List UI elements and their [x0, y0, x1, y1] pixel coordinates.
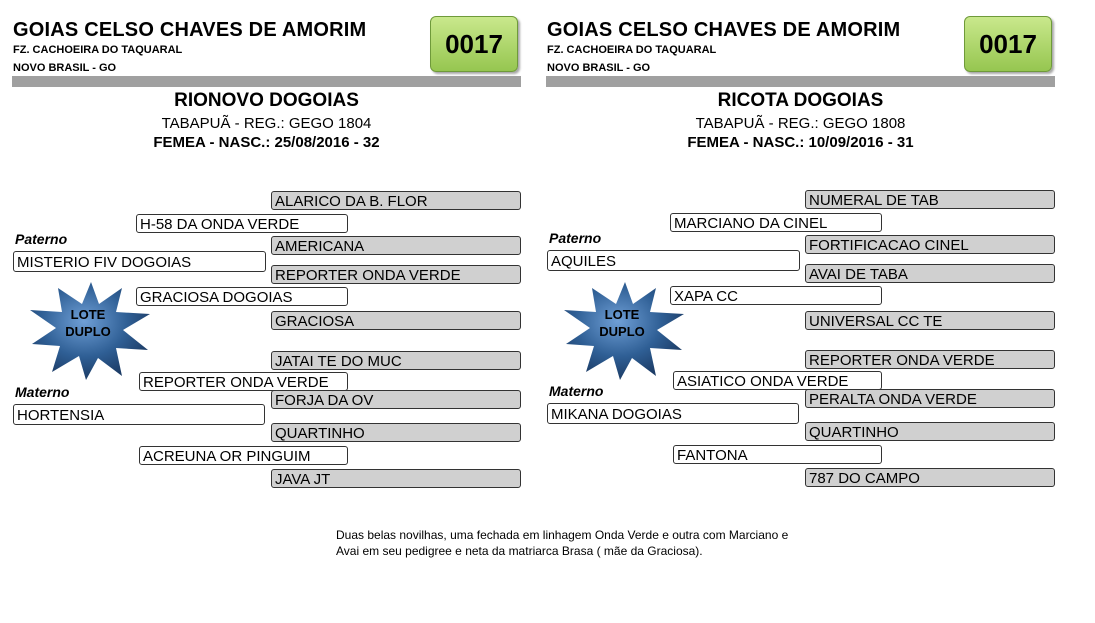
gp-maternal-sire: REPORTER ONDA VERDE — [139, 372, 348, 391]
animal-name: RICOTA DOGOIAS — [717, 90, 884, 111]
ggp-7: QUARTINHO — [805, 422, 1055, 441]
ggp-3: AVAI DE TABA — [805, 264, 1055, 283]
ggp-8: 787 DO CAMPO — [805, 468, 1055, 487]
note-line-1: Duas belas novilhas, uma fechada em linhagem Onda Verde e outra com Marciano e — [336, 528, 789, 542]
description-note — [336, 527, 856, 559]
ggp-4: GRACIOSA — [271, 311, 521, 330]
farm-name: GOIAS CELSO CHAVES DE AMORIM — [547, 19, 901, 41]
paterno-label: Paterno — [15, 231, 68, 247]
ggp-5: REPORTER ONDA VERDE — [805, 350, 1055, 369]
animal-birth: FEMEA - NASC.: 25/08/2016 - 32 — [153, 134, 380, 151]
animal-name: RIONOVO DOGOIAS — [174, 90, 359, 111]
gp-paternal-dam: GRACIOSA DOGOIAS — [136, 287, 348, 306]
animal-card-right — [546, 0, 1056, 500]
gp-paternal-sire: MARCIANO DA CINEL — [670, 213, 882, 232]
dam-box: MIKANA DOGOIAS — [547, 403, 799, 424]
header-divider — [12, 76, 521, 87]
lot-number-badge: 0017 — [430, 16, 518, 72]
ggp-7: QUARTINHO — [271, 423, 521, 442]
badge-line-2: DUPLO — [599, 324, 645, 339]
paterno-label: Paterno — [549, 230, 602, 246]
badge-line-1: LOTE — [70, 307, 106, 322]
gp-paternal-sire: H-58 DA ONDA VERDE — [136, 214, 348, 233]
note-line-2: Avai em seu pedigree e neta da matriarca Brasa ( mãe da Graciosa). — [336, 544, 703, 558]
farm-location: FZ. CACHOEIRA DO TAQUARAL — [547, 44, 717, 56]
farm-city: NOVO BRASIL - GO — [547, 62, 651, 74]
ggp-1: NUMERAL DE TAB — [805, 190, 1055, 209]
materno-label: Materno — [549, 383, 604, 399]
gp-paternal-dam: XAPA CC — [670, 286, 882, 305]
farm-city: NOVO BRASIL - GO — [13, 62, 117, 74]
badge-line-2: DUPLO — [65, 324, 111, 339]
ggp-2: AMERICANA — [271, 236, 521, 255]
ggp-2: FORTIFICACAO CINEL — [805, 235, 1055, 254]
animal-registration: TABAPUÃ - REG.: GEGO 1808 — [695, 115, 906, 132]
badge-line-1: LOTE — [604, 307, 640, 322]
ggp-1: ALARICO DA B. FLOR — [271, 191, 521, 210]
ggp-6: PERALTA ONDA VERDE — [805, 389, 1055, 408]
lote-duplo-text — [48, 306, 128, 340]
materno-label: Materno — [15, 384, 70, 400]
animal-registration: TABAPUÃ - REG.: GEGO 1804 — [161, 115, 372, 132]
lot-number-badge: 0017 — [964, 16, 1052, 72]
sire-box: MISTERIO FIV DOGOIAS — [13, 251, 266, 272]
lote-duplo-text — [582, 306, 662, 340]
dam-box: HORTENSIA — [13, 404, 265, 425]
ggp-6: FORJA DA OV — [271, 390, 521, 409]
gp-maternal-sire: ASIATICO ONDA VERDE — [673, 371, 882, 390]
sire-box: AQUILES — [547, 250, 800, 271]
ggp-4: UNIVERSAL CC TE — [805, 311, 1055, 330]
header-divider — [546, 76, 1055, 87]
animal-card-left — [12, 0, 522, 500]
farm-location: FZ. CACHOEIRA DO TAQUARAL — [13, 44, 183, 56]
farm-name: GOIAS CELSO CHAVES DE AMORIM — [13, 19, 367, 41]
ggp-8: JAVA JT — [271, 469, 521, 488]
gp-maternal-dam: FANTONA — [673, 445, 882, 464]
animal-birth: FEMEA - NASC.: 10/09/2016 - 31 — [687, 134, 914, 151]
ggp-3: REPORTER ONDA VERDE — [271, 265, 521, 284]
gp-maternal-dam: ACREUNA OR PINGUIM — [139, 446, 348, 465]
ggp-5: JATAI TE DO MUC — [271, 351, 521, 370]
